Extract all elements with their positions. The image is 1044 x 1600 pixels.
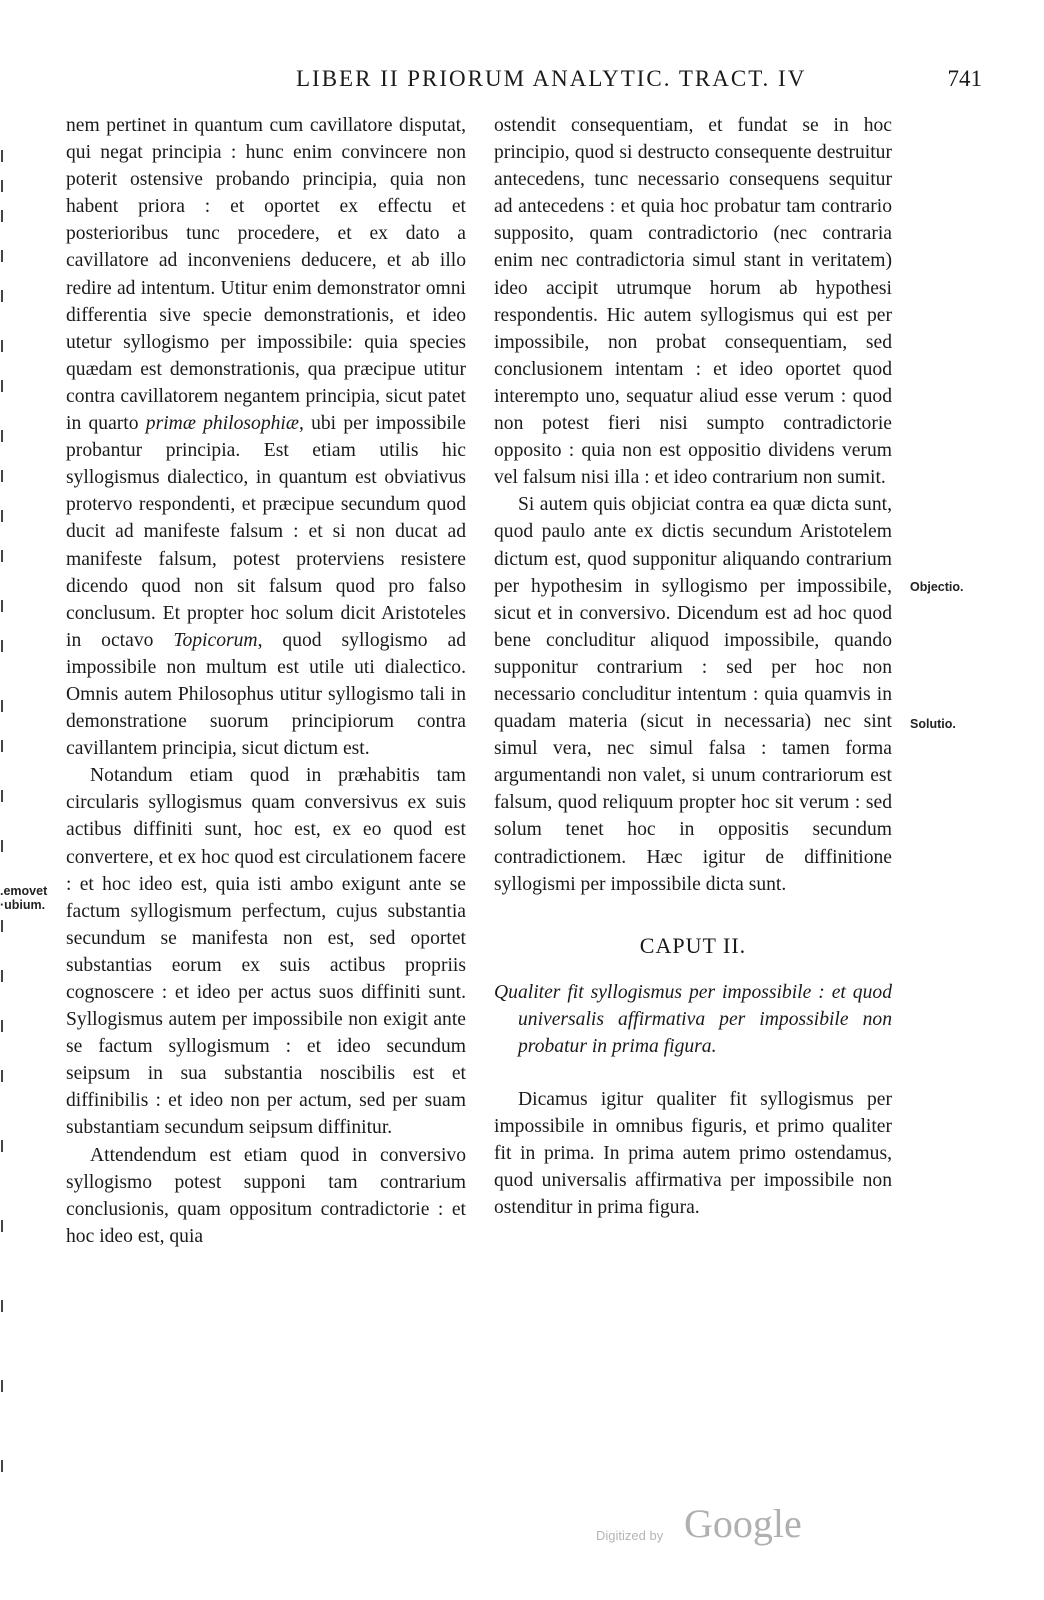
left-paragraph-3: Attendendum est etiam quod in conversivo syllogismo potest supponi tam contrarium conclusionis, quam oppositum contradictorie : et hoc ideo est, quia xyxy=(66,1144,466,1247)
right-paragraph-2: Si autem quis objiciat contra ea quæ dicta sunt, quod paulo ante ex dictis secundum Aristotelem dictum est, quod supponitur aliquando contrarium per hypothesim in syllogismo per impossibile, sicut et in conversivo. Dicendum est ad hoc quod bene concluditur aliquod impossibile, quando supponitur contrarium : sed per hoc non necessario concluditur intentum : quia quamvis in quadam materia (sicut in necessaria) nec sint simul vera, nec simul falsa : tamen forma argumentandi non valet, si unum contrariorum est falsum, quod reliquum propter hoc sit verum : sed solum tenet hoc in oppositis secundum contradictionem. Hæc igitur de diffinitione syllogismi per impossibile dicta sunt. xyxy=(494,494,892,895)
page-number: 741 xyxy=(947,66,982,91)
margin-note-left: .emovet ·ubium. xyxy=(0,884,48,912)
running-title: LIBER II PRIORUM ANALYTIC. TRACT. IV xyxy=(296,66,807,91)
digitized-label: Digitized by xyxy=(596,1528,664,1543)
margin-note-objectio: Objectio. xyxy=(910,580,964,594)
digitized-footer xyxy=(596,1500,856,1550)
right-paragraph-3: Dicamus igitur qualiter fit syllogismus per impossibile in omnibus figuris, et primo qualiter fit in prima. In prima autem primo ostendamus, quod universalis affirmativa per impossibile non ostenditur in prima figura. xyxy=(494,1088,892,1219)
chapter-summary: Qualiter fit syllogismus per impossibile : et quod universalis affirmativa per impossibile non probatur in prima figura. xyxy=(494,981,892,1057)
left-paragraph-1: nem pertinet in quantum cum cavillatore disputat, qui negat principia : hunc enim convincere non poterit ostensive probando principia, quia non habent priora : et oportet ex effectu et posterioribus tunc procedere, et ex dato a cavillatore ad inconveniens deducere, et ab illo redire ad intentum. Utitur enim demonstrator omni differentia sive specie demonstrationis, et ideo utetur syllogismo per impossibile: quia species quædam est demonstrationis, qua præcipue utitur contra cavillatorem negantem principia, sicut patet in quarto primæ philosophiæ, ubi per impossibile probantur principia. Est etiam utilis hic syllogismus dialectico, in quantum est obviativus protervo respondenti, et præcipue secundum quod ducit ad manifeste falsum : et si non ducat ad manifeste falsum, potest proterviens resistere dicendo quod non sit falsum quod pro falso conclusum. Et propter hoc solum dicit Aristoteles in octavo Topicorum, quod syllogismo ad impossibile non multum est utile uti dialectico. Omnis autem Philosophus utitur syllogismo tali in demonstratione suorum principiorum contra cavillantem principia, sicut dictum est. xyxy=(66,115,466,760)
margin-note-solutio: Solutio. xyxy=(910,717,956,731)
left-column xyxy=(66,112,466,1250)
chapter-heading: CAPUT II. xyxy=(639,932,747,958)
scan-edge-marks xyxy=(0,140,6,1500)
right-column xyxy=(494,112,892,1221)
left-paragraph-2: Notandum etiam quod in præhabitis tam circularis syllogismus quam conversivus ex suis actibus diffiniti sunt, hoc est, ex eo quod est convertere, et ex hoc quod est circulationem facere : et hoc ideo est, quia isti ambo exigunt ante se factum syllogismum perfectum, cujus substantia secundum se manifesta non est, sed oportet substantias eorum ex suis actibus propriis cognoscere : et ideo per actus suos diffiniti sunt. Syllogismus autem per impossibile non exigit ante se factum syllogismum : et ideo secundum seipsum in sua substantia noscibilis est et diffinibilis : et ideo non per actum, sed per suam substantiam secundum seipsum diffinitur. xyxy=(66,765,466,1139)
right-paragraph-1: ostendit consequentiam, et fundat se in hoc principio, quod si destructo consequente destruitur antecedens, tunc necessario consequens sequitur ad antecedens : et quia hoc probatur tam contrario supposito, quam contradictorio (nec contraria enim nec contradictoria simul stant in veritatem) ideo accipit utrumque horum ab hypothesi respondentis. Hic autem syllogismus qui est per impossibile, non probat consequentiam, sed conclusionem intentam : et ideo oportet quod interempto uno, sequatur aliud esse verum : quod non potest fieri nisi sumpto contradictorie opposito : quia non est oppositio dividens verum vel falsum nisi illa : et ideo contrarium non sumit. xyxy=(494,115,892,489)
running-head xyxy=(60,66,1004,102)
google-logo: Google xyxy=(684,1501,802,1546)
